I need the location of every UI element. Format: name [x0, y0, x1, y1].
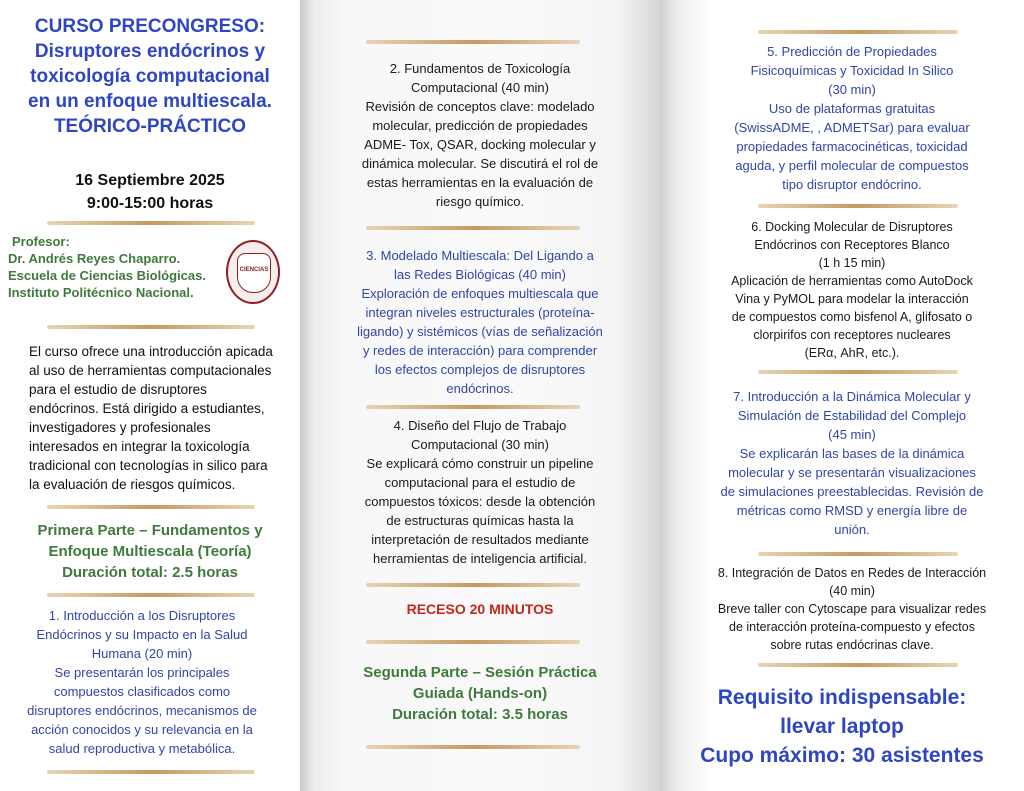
- module-7: 7. Introducción a la Dinámica Molecular y Simulación de Estabilidad del Complejo (45 min) Se explicarán las bases de la dinámica molecular y se presentarán visualizaciones de simulaciones preestablecidas. Revisión de métricas como RMSD y energía libre de unión.: [720, 389, 984, 537]
- module-3: 3. Modelado Multiescala: Del Ligando a las Redes Biológicas (40 min) Exploración de enfoques multiescala que integran niveles estructurales (proteína- ligando) y sistémicos (vías de señalización y redes de interacción) para comprender los efectos complejos de disruptores endócrinos.: [357, 248, 603, 396]
- module-2: 2. Fundamentos de Toxicología Computacional (40 min) Revisión de conceptos clave: modelado molecular, predicción de propiedades ADME- Tox, QSAR, docking molecular y dinámica molecular. Se discutirá el rol de estas herramientas en la evaluación de riesgo químico.: [361, 61, 599, 209]
- requirement-notice: Requisito indispensable: llevar laptop Cupo máximo: 30 asistentes: [700, 686, 984, 767]
- module-5: 5. Predicción de Propiedades Fisicoquímicas y Toxicidad In Silico (30 min) Uso de plataformas gratuitas (SwissADME, , ADMETSar) para evaluar propiedades farmacocinéticas, toxicidad aguda, y perfil molecular de compuestos tipo disruptor endócrino.: [734, 44, 970, 192]
- module-8: 8. Integración de Datos en Redes de Interacción (40 min) Breve taller con Cytoscape para visualizar redes de interacción proteína-compuesto y efectos sobre rutas endócrinas clave.: [717, 566, 987, 652]
- divider: [47, 325, 255, 329]
- divider: [758, 204, 958, 208]
- professor-label: Profesor:: [12, 234, 70, 249]
- module-6: 6. Docking Molecular de Disruptores Endócrinos con Receptores Blanco (1 h 15 min) Aplicación de herramientas como AutoDock Vina y PyMOL para modelar la interacción de compuestos como bisfenol A, glifosato o clorpirifos con receptores nucleares (ERα, AhR, etc.).: [731, 220, 973, 360]
- divider: [366, 40, 580, 44]
- divider: [47, 505, 255, 509]
- divider: [758, 370, 958, 374]
- module-1: 1. Introducción a los Disruptores Endócrinos y su Impacto en la Salud Humana (20 min) Se presentarán los principales compuestos clasificados como disruptores endócrinos, mecanismos de acción conocidos y su relevancia en la salud reproductiva y metabólica.: [27, 608, 257, 756]
- divider: [366, 405, 580, 409]
- divider: [758, 30, 958, 34]
- module-4: 4. Diseño del Flujo de Trabajo Computacional (30 min) Se explicará cómo construir un pipeline computacional para el estudio de compuestos tóxicos: desde la obtención de estructuras químicas hasta la interpretación de resultados mediante herramientas de inteligencia artificial.: [364, 418, 596, 566]
- divider: [366, 226, 580, 230]
- divider: [366, 745, 580, 749]
- divider: [47, 770, 255, 774]
- professor-info: Dr. Andrés Reyes Chaparro. Escuela de Ciencias Biológicas. Instituto Politécnico Nacional.: [8, 251, 206, 300]
- course-time: 9:00-15:00 horas: [86, 195, 214, 212]
- left-panel: [0, 0, 300, 791]
- break-notice: RECESO 20 MINUTOS: [406, 601, 554, 617]
- divider: [758, 663, 958, 667]
- right-panel: [660, 0, 1024, 791]
- part2-heading: Segunda Parte – Sesión Práctica Guiada (Hands-on) Duración total: 3.5 horas: [363, 664, 597, 723]
- divider: [758, 552, 958, 556]
- divider: [366, 583, 580, 587]
- part1-heading: Primera Parte – Fundamentos y Enfoque Multiescala (Teoría) Duración total: 2.5 horas: [37, 522, 263, 581]
- course-title: CURSO PRECONGRESO: Disruptores endócrinos y toxicología computacional en un enfoque multiescala. TEÓRICO-PRÁCTICO: [28, 16, 272, 137]
- divider: [366, 640, 580, 644]
- divider: [47, 221, 255, 225]
- course-description: El curso ofrece una introducción apicada al uso de herramientas computacionales para el estudio de disruptores endócrinos. Está dirigido a estudiantes, investigadores y profesionales interesados en integrar la toxicología tradicional con tecnologías in silico para la evaluación de riesgos químicos.: [29, 344, 273, 492]
- divider: [47, 593, 255, 597]
- shield-icon: CIENCIAS: [237, 253, 271, 293]
- school-seal-logo: [226, 240, 280, 304]
- course-date: 16 Septiembre 2025: [75, 172, 225, 189]
- middle-panel: [300, 0, 660, 791]
